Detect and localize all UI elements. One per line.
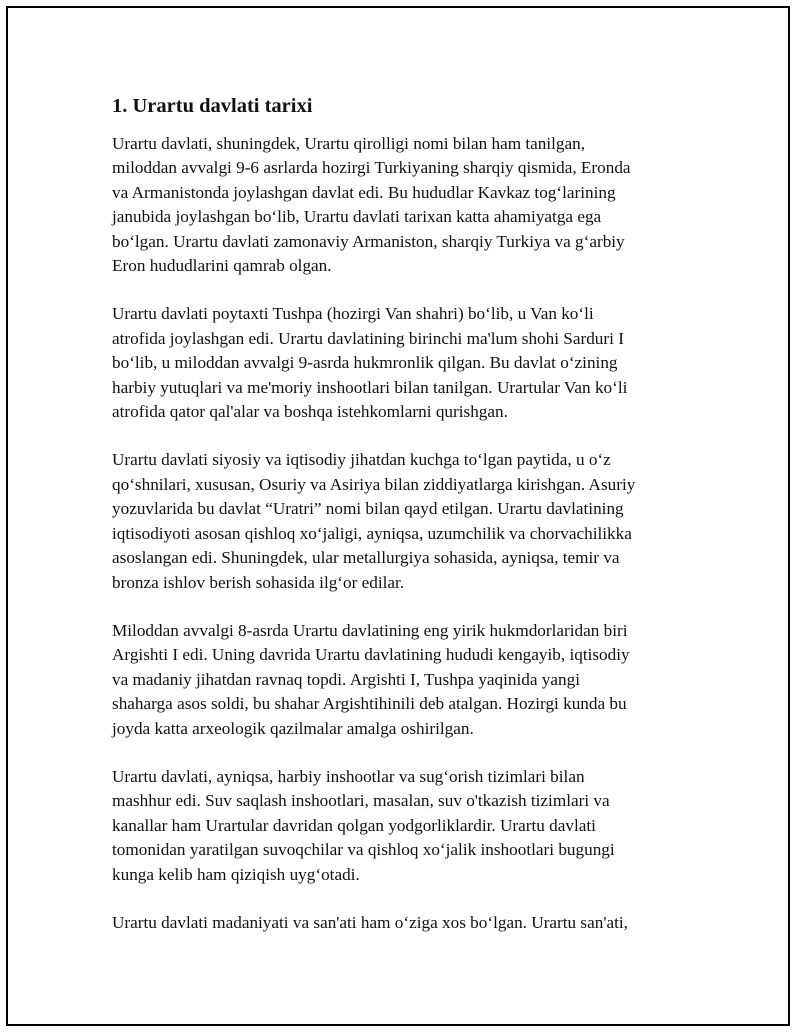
text-line: miloddan avvalgi 9-6 asrlarda hozirgi Turkiyaning sharqiy qismida, Eronda <box>112 158 631 178</box>
text-line: mashhur edi. Suv saqlash inshootlari, masalan, suv o'tkazish tizimlari va <box>112 791 610 811</box>
text-line: shaharga asos soldi, bu shahar Argishtihinili deb atalgan. Hozirgi kunda bu <box>112 694 627 714</box>
text-line: Urartu davlati siyosiy va iqtisodiy jihatdan kuchga to‘lgan paytida, u o‘z <box>112 450 611 470</box>
text-line: atrofida qator qal'alar va boshqa istehkomlarni qurishgan. <box>112 402 508 422</box>
text-line: qo‘shnilari, xususan, Osuriy va Asiriya bilan ziddiyatlarga kirishgan. Asuriy <box>112 474 636 494</box>
paragraph-3 <box>112 448 692 594</box>
text-line: Urartu davlati, ayniqsa, harbiy inshootlar va sug‘orish tizimlari bilan <box>112 766 585 786</box>
text-line: Urartu davlati, shuningdek, Urartu qirolligi nomi bilan ham tanilgan, <box>112 134 586 153</box>
text-line: yozuvlarida bu davlat “Uratri” nomi bilan qayd etilgan. Urartu davlatining <box>112 499 624 519</box>
text-line: janubida joylashgan bo‘lib, Urartu davlati tarixan katta ahamiyatga ega <box>112 207 602 227</box>
text-line: asoslangan edi. Shuningdek, ular metallurgiya sohasida, ayniqsa, temir va <box>112 548 620 568</box>
paragraph-1 <box>112 132 692 278</box>
paragraph-6 <box>112 911 692 935</box>
text-line: va Armanistonda joylashgan davlat edi. Bu hududlar Kavkaz tog‘larining <box>112 182 616 202</box>
text-line: kunga kelib ham qiziqish uyg‘otadi. <box>112 864 360 884</box>
text-line: bronza ishlov berish sohasida ilg‘or edilar. <box>112 572 405 592</box>
text-line: iqtisodiyoti asosan qishloq xo‘jaligi, ayniqsa, uzumchilik va chorvachilikka <box>112 523 632 543</box>
paragraph-2 <box>112 302 692 424</box>
text-line: harbiy yutuqlari va me'moriy inshootlari bilan tanilgan. Urartular Van ko‘li <box>112 377 628 397</box>
paragraph-5 <box>112 765 692 887</box>
text-line: atrofida joylashgan edi. Urartu davlatining birinchi ma'lum shohi Sarduri I <box>112 328 624 348</box>
text-line: va madaniy jihatdan ravnaq topdi. Argishti I, Tushpa yaqinida yangi <box>112 669 580 689</box>
text-line: Miloddan avvalgi 8-asrda Urartu davlatining eng yirik hukmdorlaridan biri <box>112 620 628 640</box>
text-line: Eron hududlarini qamrab olgan. <box>112 256 332 276</box>
text-line: tomonidan yaratilgan suvoqchilar va qishloq xo‘jalik inshootlari bugungi <box>112 840 615 860</box>
text-line: Argishti I edi. Uning davrida Urartu davlatining hududi kengayib, iqtisodiy <box>112 645 630 665</box>
section-heading: 1. Urartu davlati tarixi <box>112 95 313 117</box>
paragraph-4 <box>112 619 692 741</box>
text-line: Urartu davlati poytaxti Tushpa (hozirgi Van shahri) bo‘lib, u Van ko‘li <box>112 304 594 324</box>
document-body <box>112 86 692 959</box>
text-line: kanallar ham Urartular davridan qolgan yodgorliklardir. Urartu davlati <box>112 815 596 835</box>
text-line: bo‘lib, u miloddan avvalgi 9-asrda hukmronlik qilgan. Bu davlat o‘zining <box>112 353 618 373</box>
text-line: bo‘lgan. Urartu davlati zamonaviy Armaniston, sharqiy Turkiya va g‘arbiy <box>112 231 625 251</box>
text-line: Urartu davlati madaniyati va san'ati ham o‘ziga xos bo‘lgan. Urartu san'ati, <box>112 912 628 932</box>
text-line: joyda katta arxeologik qazilmalar amalga oshirilgan. <box>112 718 474 738</box>
